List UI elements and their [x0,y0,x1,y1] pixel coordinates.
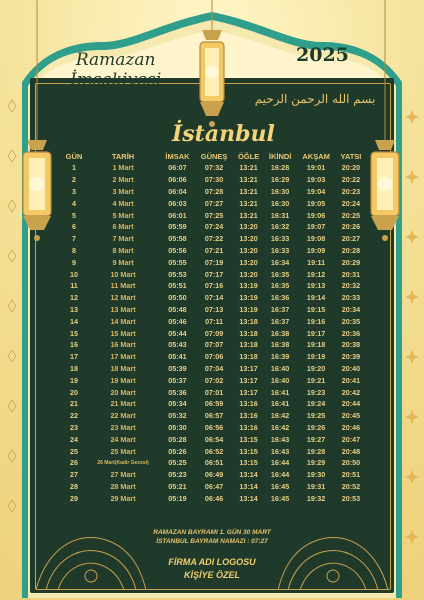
cell-aksam: 19:08 [306,234,326,244]
cell-yatsi: 20:53 [341,493,361,503]
cell-yatsi: 20:23 [341,186,361,196]
cell-aksam: 19:27 [306,434,326,444]
cell-day: 24 [70,434,78,444]
cell-ikindi: 16:40 [270,375,290,385]
table-row [62,327,366,339]
cell-ikindi: 16:35 [270,281,290,291]
cell-gunes: 07:04 [204,363,224,373]
cell-ogle: 13:20 [239,269,258,279]
cell-day: 5 [72,210,76,220]
cell-ikindi: 16:33 [270,245,290,255]
cell-day: 28 [70,481,78,491]
cell-day: 22 [70,411,78,421]
table-row [62,422,366,434]
cell-ikindi: 16:31 [270,210,290,220]
cell-date: 18 Mart [110,363,136,373]
table-row [62,256,366,268]
cell-date: 19 Mart [110,375,136,385]
cell-ogle: 13:21 [239,186,258,196]
personalized-text: KİŞİYE ÖZEL [183,570,240,580]
cell-aksam: 19:05 [306,198,326,208]
company-logo-text: FİRMA ADI LOGOSU [168,557,256,567]
cell-gunes: 06:56 [204,422,224,432]
cell-gunes: 07:14 [204,293,224,303]
table-row [62,186,366,198]
cell-aksam: 19:19 [306,352,326,362]
cell-imsak: 05:55 [168,257,187,267]
cell-day: 9 [72,257,76,267]
cell-ogle: 13:18 [239,316,258,326]
cell-gunes: 07:07 [204,340,224,350]
cell-ikindi: 16:44 [270,470,290,480]
cell-yatsi: 20:45 [341,411,361,421]
cell-ikindi: 16:38 [270,340,290,350]
cell-ikindi: 16:37 [270,304,290,314]
cell-ikindi: 16:45 [270,481,290,491]
table-row [62,410,366,422]
cell-gunes: 07:30 [204,175,224,185]
cell-yatsi: 20:25 [341,210,361,220]
table-row [62,209,366,221]
cell-gunes: 06:52 [204,446,224,456]
cell-date: 23 Mart [110,422,136,432]
cell-ogle: 13:16 [239,422,258,432]
cell-gunes: 06:47 [204,481,224,491]
cell-day: 23 [70,422,78,432]
cell-ikindi: 16:37 [270,316,290,326]
cell-imsak: 05:32 [168,411,187,421]
cell-imsak: 06:04 [168,186,187,196]
cell-imsak: 05:53 [168,269,187,279]
cell-yatsi: 20:51 [341,470,361,480]
cell-date: 4 Mart [112,198,134,208]
cell-day: 18 [70,363,78,373]
cell-date: 5 Mart [112,210,134,220]
cell-yatsi: 20:38 [341,340,361,350]
header-date: TARİH [111,152,135,161]
cell-day: 7 [72,234,76,244]
cell-ogle: 13:20 [239,234,258,244]
cell-date: 3 Mart [112,186,134,196]
table-row [62,304,366,316]
cell-imsak: 05:48 [168,304,187,314]
lantern-icon [192,0,232,140]
cell-aksam: 19:09 [306,245,326,255]
cell-date: 1 Mart [112,163,134,173]
cell-aksam: 19:29 [306,458,326,468]
cell-imsak: 05:30 [168,422,187,432]
lantern-icon [16,0,58,250]
table-header-row [62,151,366,162]
cell-ikindi: 16:32 [270,222,290,232]
cell-ogle: 13:20 [239,257,258,267]
cell-imsak: 05:51 [168,281,187,291]
cell-yatsi: 20:52 [341,481,361,491]
cell-ogle: 13:20 [239,222,258,232]
cell-gunes: 06:54 [204,434,224,444]
cell-day: 26 [70,458,78,468]
cell-ikindi: 16:39 [270,352,290,362]
header-ikindi: İKİNDİ [268,152,292,161]
cell-imsak: 05:28 [168,434,187,444]
cell-imsak: 06:06 [168,175,187,185]
cell-yatsi: 20:35 [341,316,361,326]
cell-ikindi: 16:30 [270,186,290,196]
cell-ogle: 13:18 [239,340,258,350]
cell-aksam: 19:28 [306,446,326,456]
cell-yatsi: 20:28 [341,245,361,255]
cell-day: 19 [70,375,78,385]
cell-date: 25 Mart [110,446,136,456]
table-row [62,433,366,445]
cell-imsak: 05:37 [168,375,187,385]
cell-gunes: 06:46 [204,493,224,503]
cell-gunes: 07:17 [204,269,224,279]
cell-day: 20 [70,387,78,397]
table-row [62,233,366,245]
cell-gunes: 06:57 [204,411,224,421]
cell-aksam: 19:26 [306,422,326,432]
cell-aksam: 19:13 [306,281,326,291]
table-row [62,174,366,186]
cell-date: 6 Mart [112,222,134,232]
cell-gunes: 07:09 [204,328,224,338]
cell-aksam: 19:01 [306,163,326,173]
cell-aksam: 19:20 [306,363,326,373]
cell-day: 3 [72,186,76,196]
cell-imsak: 05:59 [168,222,187,232]
table-row [62,398,366,410]
bayram-note-line-1: RAMAZAN BAYRAMI 1. GÜN 30 MART [153,529,271,536]
cell-yatsi: 20:33 [341,293,361,303]
cell-aksam: 19:11 [307,257,326,267]
table-row [62,292,366,304]
cell-date: 21 Mart [110,399,136,409]
cell-gunes: 06:49 [204,470,224,480]
cell-gunes: 06:59 [204,399,224,409]
cell-yatsi: 20:32 [341,281,361,291]
cell-ikindi: 16:45 [270,493,290,503]
cell-date: 12 Mart [110,293,136,303]
cell-ikindi: 16:41 [270,387,290,397]
cell-day: 11 [70,281,78,291]
table-row [62,197,366,209]
year-label: 2025 [296,44,349,66]
cell-day: 6 [72,222,76,232]
cell-gunes: 07:25 [204,210,224,220]
cell-gunes: 07:21 [204,245,224,255]
cell-ikindi: 16:30 [270,198,290,208]
cell-aksam: 19:21 [306,375,326,385]
header-day: GÜN [65,152,83,161]
cell-ogle: 13:21 [239,175,258,185]
table-row [62,280,366,292]
cell-yatsi: 20:50 [341,458,361,468]
cell-ogle: 13:21 [239,198,258,208]
cell-aksam: 19:18 [306,340,326,350]
table-row [62,245,366,257]
cell-imsak: 05:21 [168,481,187,491]
cell-ogle: 13:19 [239,304,258,314]
cell-yatsi: 20:48 [341,446,361,456]
cell-date: 24 Mart [110,434,136,444]
table-row [62,469,366,481]
table-row [62,221,366,233]
cell-ikindi: 16:44 [270,458,290,468]
cell-ogle: 13:19 [239,293,258,303]
cell-day: 14 [70,316,78,326]
cell-imsak: 05:58 [168,234,187,244]
cell-ogle: 13:21 [239,210,258,220]
cell-imsak: 05:43 [168,340,187,350]
prayer-times-table [62,151,366,504]
table-row [62,363,366,375]
cell-yatsi: 20:40 [341,363,361,373]
cell-aksam: 19:12 [306,269,326,279]
cell-aksam: 19:06 [306,210,326,220]
cell-ikindi: 16:43 [270,434,290,444]
cell-ikindi: 16:33 [270,234,290,244]
cell-ikindi: 16:28 [270,163,290,173]
cell-imsak: 05:46 [168,316,187,326]
table-row [62,386,366,398]
cell-imsak: 05:34 [168,399,187,409]
cell-day: 4 [72,198,76,208]
cell-ogle: 13:20 [239,245,258,255]
cell-gunes: 07:19 [204,257,224,267]
cell-aksam: 19:07 [306,222,326,232]
cell-gunes: 07:16 [204,281,224,291]
cell-day: 29 [70,493,78,503]
cell-yatsi: 20:41 [341,375,361,385]
cell-day: 8 [72,245,76,255]
cell-date: 8 Mart [112,245,134,255]
header-yatsi: YATSI [340,152,362,161]
cell-day: 1 [72,163,76,173]
title-line-2: İmsakiyesi [70,70,162,90]
cell-gunes: 07:32 [204,163,224,173]
cell-ikindi: 16:35 [270,269,290,279]
table-row [62,481,366,493]
cell-gunes: 07:13 [204,304,224,314]
cell-gunes: 07:28 [204,186,224,196]
cell-aksam: 19:25 [306,411,326,421]
cell-yatsi: 20:36 [341,328,361,338]
cell-aksam: 19:14 [306,293,326,303]
cell-imsak: 05:50 [168,293,187,303]
cell-gunes: 07:02 [204,375,224,385]
cell-ogle: 13:15 [239,434,258,444]
cell-imsak: 05:56 [168,245,187,255]
cell-imsak: 05:25 [168,458,187,468]
cell-yatsi: 20:46 [341,422,361,432]
cell-aksam: 19:31 [306,481,326,491]
cell-yatsi: 20:29 [341,257,361,267]
cell-day: 25 [70,446,78,456]
cell-ogle: 13:17 [239,363,258,373]
cell-aksam: 19:04 [306,186,326,196]
table-row [62,162,366,174]
cell-day: 17 [70,352,78,362]
cell-imsak: 06:01 [168,210,187,220]
header-imsak: İMSAK [165,152,190,161]
cell-date: 20 Mart [110,387,136,397]
cell-date: 10 Mart [110,269,136,279]
cell-imsak: 05:23 [168,470,187,480]
cell-aksam: 19:24 [306,399,326,409]
cell-ikindi: 16:34 [270,257,290,267]
city-title: İstanbul [172,121,275,147]
company-block [130,556,294,582]
table-row [62,374,366,386]
cell-ikindi: 16:36 [270,293,290,303]
cell-yatsi: 20:42 [341,387,361,397]
cell-gunes: 07:24 [204,222,224,232]
cell-ikindi: 16:43 [270,446,290,456]
cell-aksam: 19:15 [306,304,326,314]
cell-aksam: 19:30 [306,470,326,480]
floral-ornament [278,500,388,590]
cell-aksam: 19:03 [306,175,326,185]
cell-yatsi: 20:22 [341,175,361,185]
cell-date: 29 Mart [110,493,136,503]
cell-date: 13 Mart [110,304,136,314]
cell-day: 27 [70,470,78,480]
cell-ogle: 13:16 [239,411,258,421]
cell-ogle: 13:14 [239,493,258,503]
cell-ikindi: 16:42 [270,411,290,421]
cell-ikindi: 16:41 [270,399,290,409]
table-row [62,339,366,351]
cell-date: 15 Mart [110,328,136,338]
cell-date: 26 Mart(Kadir Gecesi) [97,459,149,466]
cell-date: 7 Mart [112,234,134,244]
cell-date: 28 Mart [110,481,136,491]
cell-ogle: 13:16 [239,399,258,409]
cell-imsak: 06:03 [168,198,187,208]
cell-ikindi: 16:38 [270,328,290,338]
header-aksam: AKŞAM [302,152,330,161]
cell-yatsi: 20:34 [341,304,361,314]
cell-date: 16 Mart [110,340,136,350]
cell-aksam: 19:23 [306,387,326,397]
cell-yatsi: 20:20 [341,163,361,173]
cell-day: 10 [70,269,78,279]
header-ogle: ÖĞLE [237,152,260,161]
cell-ogle: 13:18 [239,328,258,338]
cell-yatsi: 20:39 [341,352,361,362]
table-row [62,445,366,457]
cell-yatsi: 20:47 [341,434,361,444]
cell-day: 15 [70,328,78,338]
header-gunes: GÜNEŞ [200,152,228,161]
cell-yatsi: 20:26 [341,222,361,232]
cell-yatsi: 20:24 [341,198,361,208]
table-row [62,351,366,363]
cell-ogle: 13:17 [239,375,258,385]
cell-ikindi: 16:29 [270,175,290,185]
cell-aksam: 19:32 [306,493,326,503]
cell-ikindi: 16:42 [270,422,290,432]
cell-imsak: 05:41 [168,352,187,362]
cell-ogle: 13:18 [239,352,258,362]
cell-ikindi: 16:40 [270,363,290,373]
cell-imsak: 05:19 [168,493,187,503]
cell-ogle: 13:15 [239,458,258,468]
cell-day: 16 [70,340,78,350]
cell-date: 27 Mart [110,470,136,480]
cell-day: 13 [70,304,78,314]
cell-gunes: 06:51 [204,458,224,468]
cell-date: 22 Mart [110,411,136,421]
cell-imsak: 06:07 [168,163,187,173]
cell-aksam: 19:16 [306,316,326,326]
cell-ogle: 13:15 [239,446,258,456]
cell-gunes: 07:01 [204,387,224,397]
bayram-notes [130,528,294,546]
cell-yatsi: 20:27 [341,234,361,244]
cell-day: 12 [70,293,78,303]
cell-ogle: 13:17 [239,387,258,397]
cell-imsak: 05:26 [168,446,187,456]
poster-title [70,50,161,90]
table-row [62,315,366,327]
cell-date: 2 Mart [112,175,134,185]
table-row [62,457,366,469]
cell-yatsi: 20:31 [341,269,361,279]
cell-imsak: 05:39 [168,363,187,373]
cell-day: 2 [72,175,76,185]
cell-ogle: 13:14 [239,470,258,480]
cell-aksam: 19:17 [306,328,326,338]
cell-imsak: 05:44 [168,328,187,338]
cell-ogle: 13:19 [239,281,258,291]
cell-gunes: 07:27 [204,198,224,208]
cell-date: 9 Mart [112,257,134,267]
cell-date: 17 Mart [110,352,136,362]
cell-gunes: 07:11 [205,316,224,326]
lantern-icon [364,0,406,250]
bismillah-calligraphy: بسم الله الرحمن الرحيم [254,92,376,106]
cell-date: 14 Mart [110,316,136,326]
cell-gunes: 07:06 [204,352,224,362]
title-line-1: Ramazan [75,50,156,70]
bayram-note-line-2: İSTANBUL BAYRAM NAMAZI : 07:27 [156,538,268,545]
cell-gunes: 07:22 [204,234,224,244]
cell-day: 21 [70,399,78,409]
cell-yatsi: 20:44 [341,399,361,409]
cell-imsak: 05:36 [168,387,187,397]
cell-ogle: 13:14 [239,481,258,491]
cell-date: 11 Mart [110,281,136,291]
cell-ogle: 13:21 [239,163,258,173]
table-row [62,268,366,280]
